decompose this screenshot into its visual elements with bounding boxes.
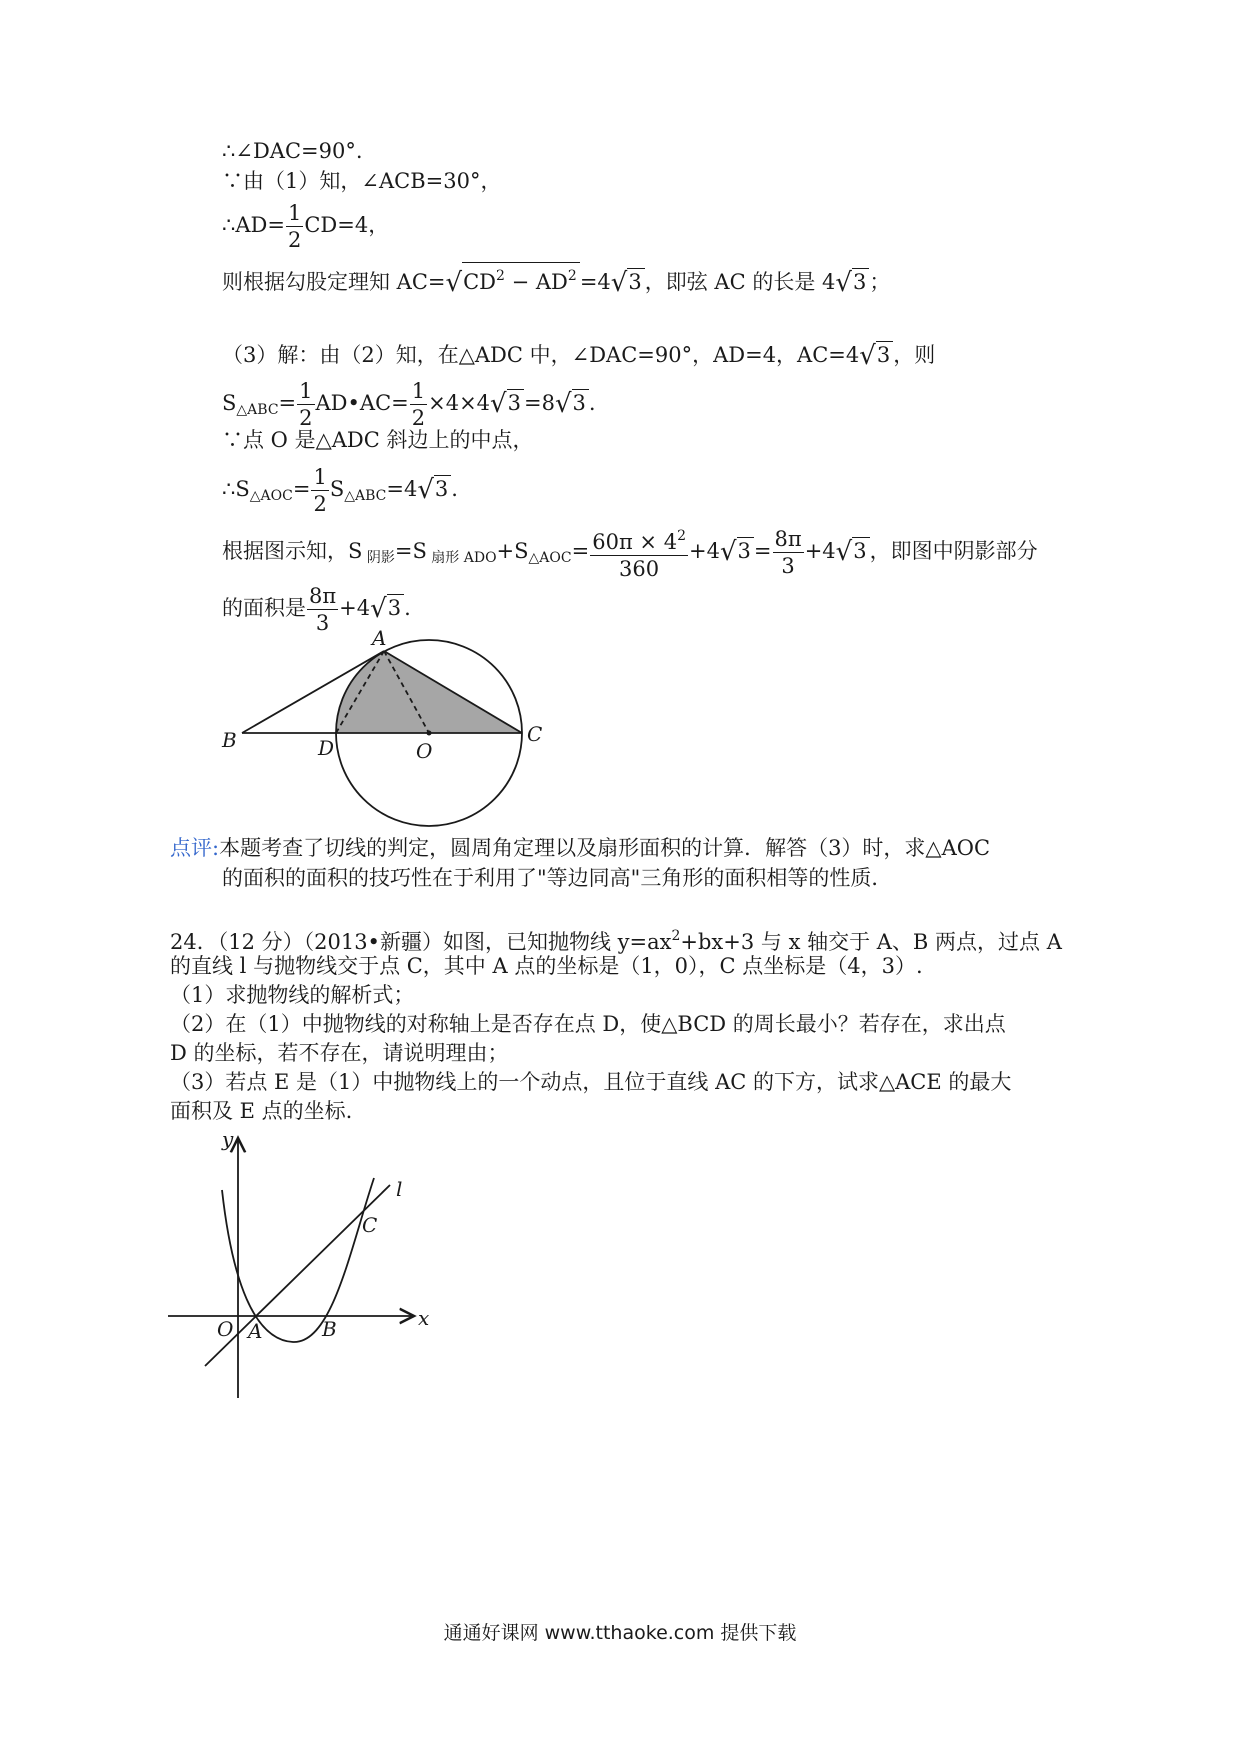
solution-line: 的面积是 $\frac{8\pi}{3}$ +4√3 .	[222, 584, 411, 635]
problem-line: 面积及 E 点的坐标.	[170, 1099, 353, 1123]
parabola-curve	[222, 1178, 374, 1342]
point-o	[427, 731, 432, 736]
fraction: $\frac{1}{2}$	[287, 201, 302, 252]
solution-line: ∴∠DAC=90°.	[222, 139, 363, 163]
fraction: $\frac{8\pi}{3}$	[774, 527, 802, 578]
label-x: x	[418, 1306, 430, 1330]
solution-line: 根据图示知，S $_{阴影}$=S $_{扇形 ADO}+S_{\triangle AOC}=$ $\frac{60\pi \times 4^2}{360}$ +4√3 = $\frac{8\pi}{3}$ +4√3 ，即图中阴影部分	[222, 523, 1038, 582]
label-c: C	[362, 1213, 378, 1237]
fraction: $\frac{1}{2}$	[411, 379, 426, 430]
solution-line: ∵由（1）知，∠ACB=30°，	[222, 169, 502, 193]
label-d: D	[318, 736, 335, 760]
solution-line: ∵点 O 是△ADC 斜边上的中点，	[222, 428, 534, 452]
circle-tangent-figure	[215, 628, 555, 828]
label-a: A	[372, 628, 387, 650]
problem-line: D 的坐标，若不存在，请说明理由；	[170, 1041, 509, 1065]
solution-line: （3）解：由（2）知，在△ADC 中，∠DAC=90°，AD=4，AC=4√3 ，则	[222, 341, 936, 371]
label-l: l	[396, 1177, 403, 1201]
label-c: C	[527, 722, 543, 746]
label-b: B	[322, 1317, 337, 1341]
label-a: A	[248, 1319, 263, 1343]
fraction: $\frac{1}{2}$	[313, 465, 327, 516]
parabola-figure	[160, 1125, 450, 1405]
problem-line: 的直线 l 与抛物线交于点 C，其中 A 点的坐标是（1，0），C 点坐标是（4，3）.	[170, 954, 923, 978]
comment-line: 的面积的面积的技巧性在于利用了"等边同高"三角形的面积相等的性质．	[222, 866, 893, 890]
fraction: $\frac{1}{2}$	[299, 379, 313, 430]
problem-line: （1）求抛物线的解析式；	[170, 983, 415, 1007]
fraction: $\frac{8\pi}{3}$	[309, 584, 337, 635]
label-y: y	[222, 1127, 234, 1151]
solution-line: ∴AD= $\frac{1}{2}$ CD=4，	[222, 201, 390, 252]
problem-line: （2）在（1）中抛物线的对称轴上是否存在点 D，使△BCD 的周长最小？若存在，求出点	[170, 1012, 1006, 1036]
fraction: $\frac{60\pi \times 4^2}{360}$	[590, 523, 688, 582]
footer-text: 通通好课网 www.tthaoke.com 提供下载	[443, 1622, 797, 1644]
label-o: O	[416, 739, 433, 763]
label-o: O	[217, 1317, 234, 1341]
label-b: B	[222, 728, 237, 752]
problem-line: （3）若点 E 是（1）中抛物线上的一个动点，且位于直线 AC 的下方，试求△ACE 的最大	[170, 1070, 1012, 1094]
solution-line: 则根据勾股定理知 $AC=√CD^2 - AD^2 =4√3$ ，即弦 AC 的长是 4√3 ；	[222, 262, 890, 298]
solution-line: $S_{\triangle ABC}=$ $\frac{1}{2}$ AD•AC= $\frac{1}{2}$ ×4×4√3 =8√3 .	[222, 379, 596, 430]
solution-line: $\therefore S_{\triangle AOC}=$ $\frac{1}{2}$ $S_{\triangle ABC}=4√3$ .	[222, 465, 458, 516]
problem-line: 24．（12 分）（2013•新疆）如图，已知抛物线 $y=ax^2+bx+3$ 与 x 轴交于 A、B 两点，过点 A	[170, 928, 1062, 954]
comment-line: 点评:本题考查了切线的判定，圆周角定理以及扇形面积的计算．解答（3）时，求△AOC	[170, 836, 991, 860]
comment-tag: 点评:	[170, 836, 220, 860]
